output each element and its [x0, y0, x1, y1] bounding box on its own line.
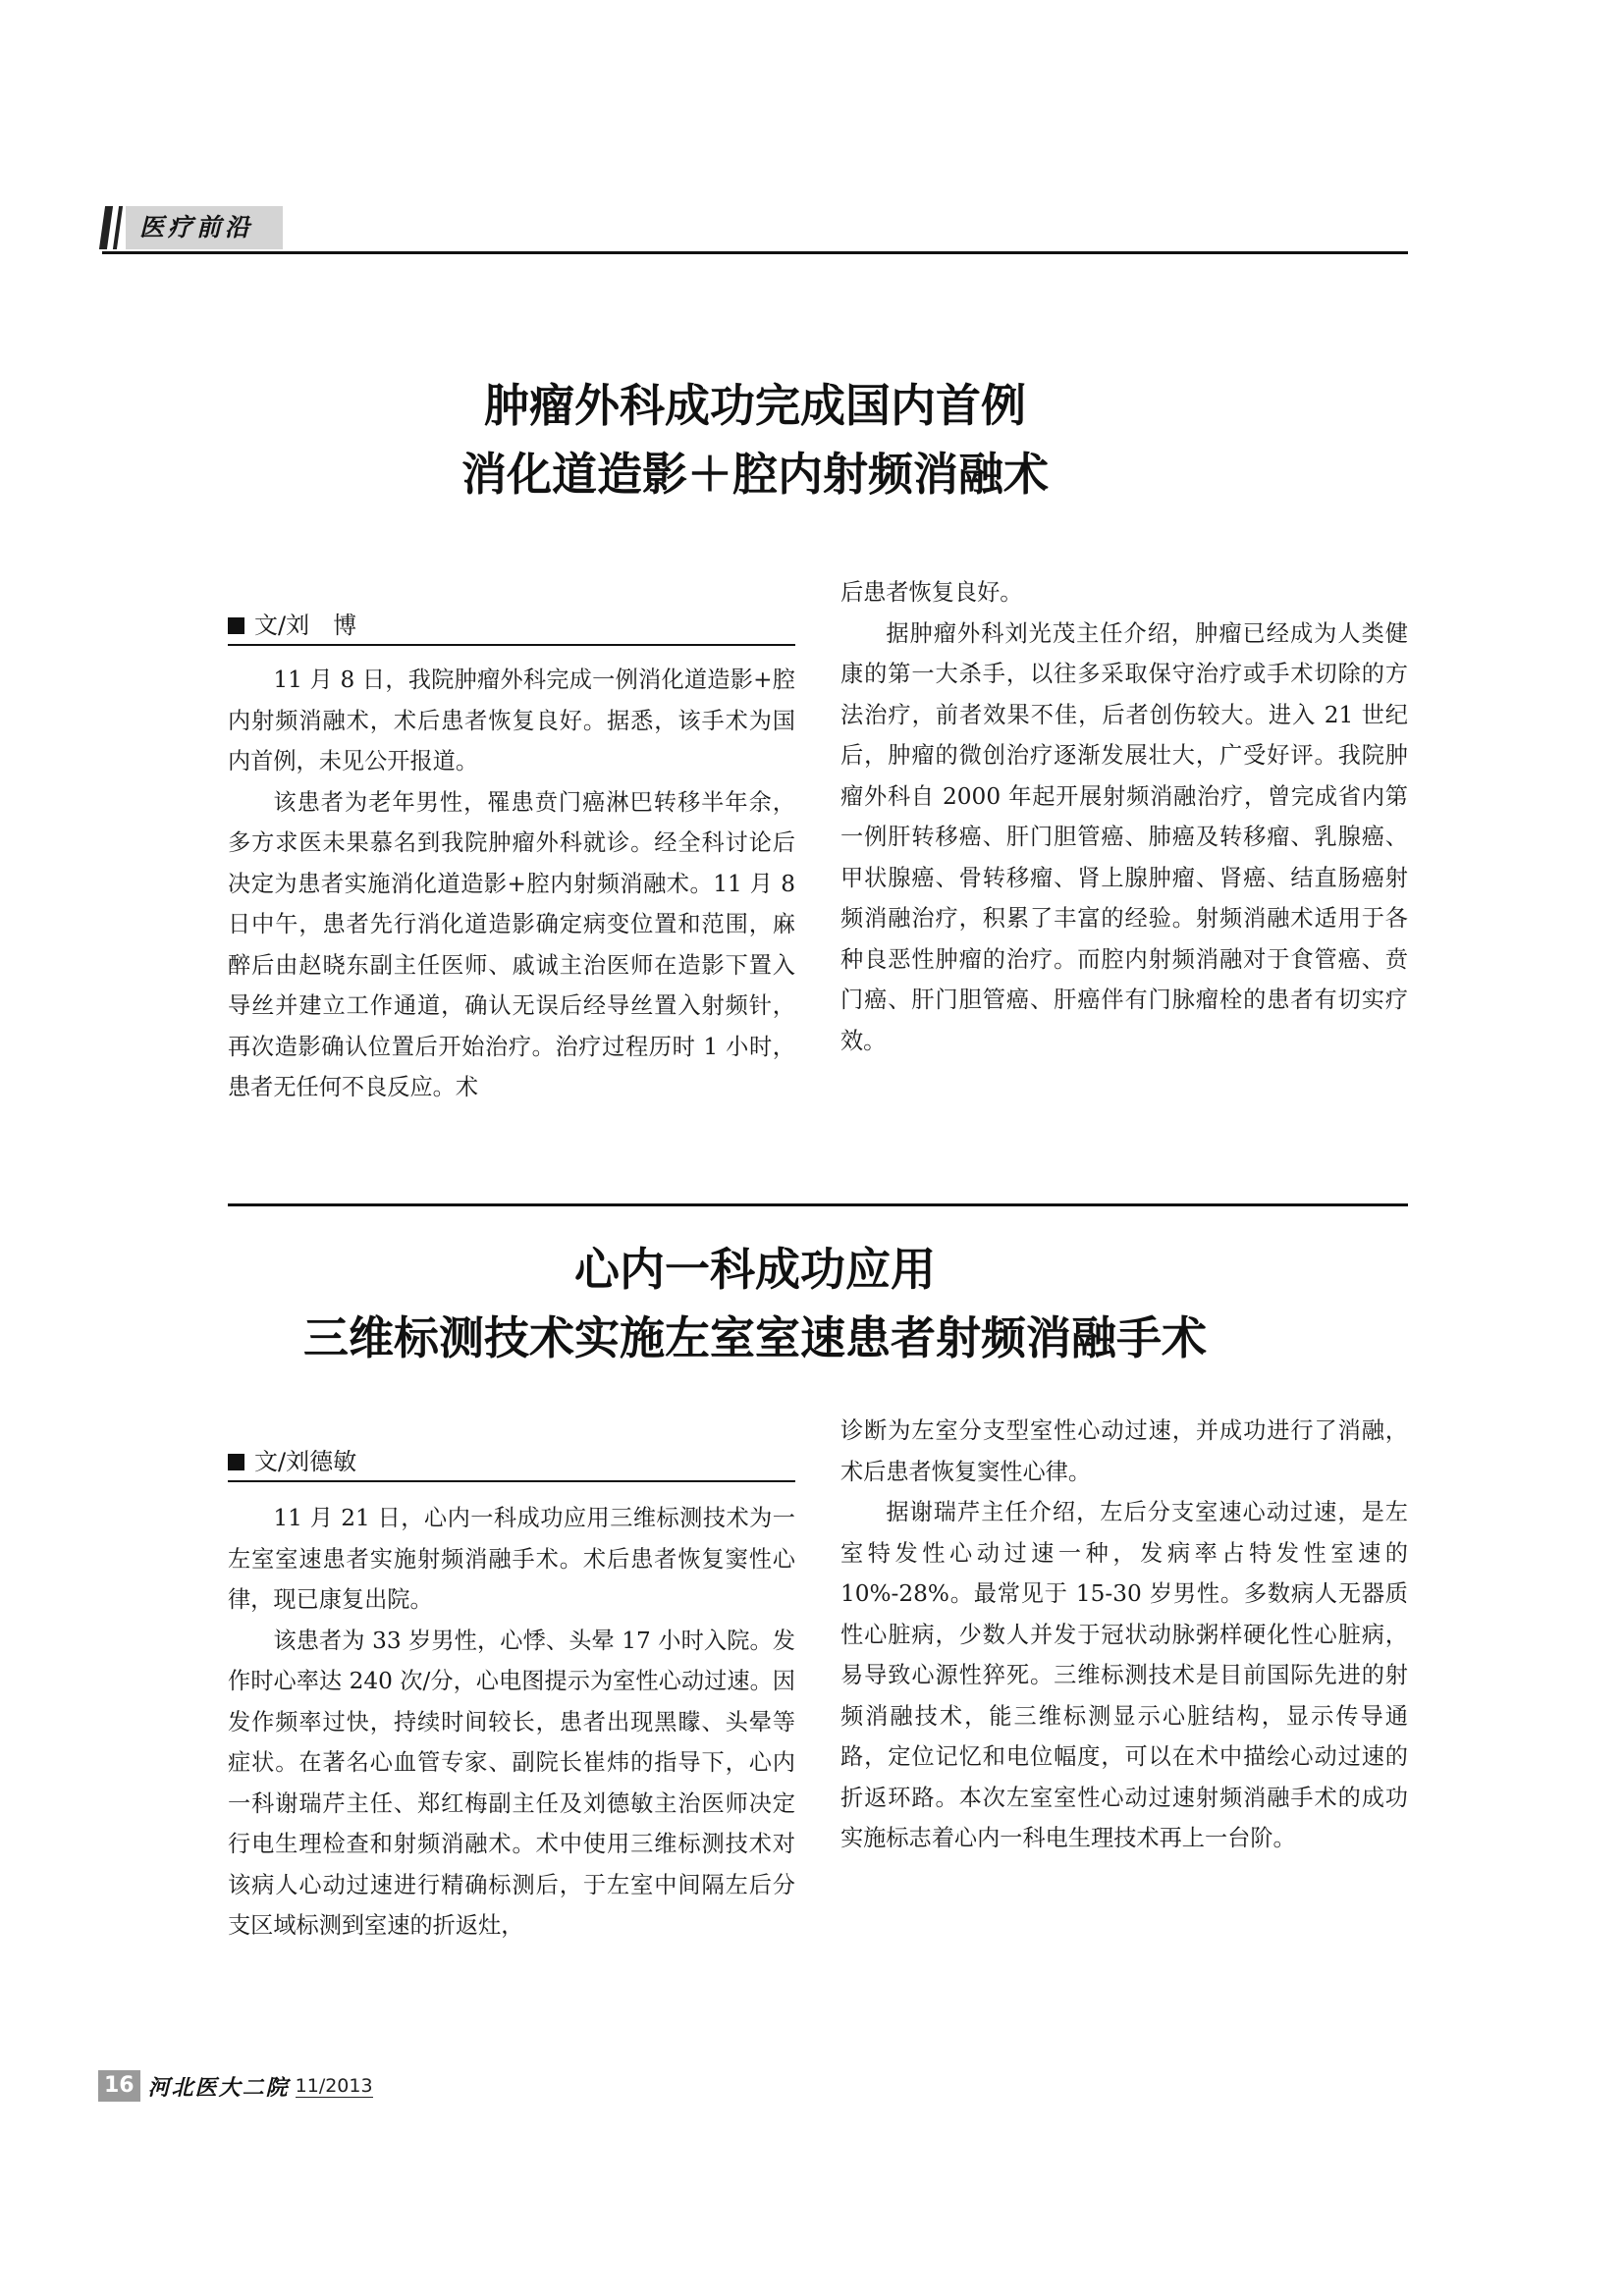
- article2-byline: [228, 1447, 795, 1482]
- tab-accent-bar: [99, 206, 113, 249]
- tab-accent-bar-thin: [113, 206, 123, 249]
- journal-name: 河北医大二院: [147, 2075, 290, 2101]
- article1-title-line2: 消化道造影＋腔内射频消融术: [461, 448, 1049, 501]
- byline-square-icon: [228, 1454, 244, 1470]
- article1-paragraph: 11 月 8 日，我院肿瘤外科完成一例消化道造影+腔内射频消融术，术后患者恢复良好。据悉，该手术为国内首例，未见公开报道。: [228, 667, 795, 774]
- article1-paragraph-continued: 后患者恢复良好。: [840, 579, 1023, 606]
- article2-title-line2: 三维标测技术实施左室室速患者射频消融手术: [303, 1311, 1207, 1364]
- page-footer: [98, 2069, 373, 2103]
- article2-column-right: [840, 1411, 1408, 1859]
- byline-square-icon: [228, 617, 244, 634]
- article2-paragraph: 据谢瑞芹主任介绍，左后分支室速心动过速，是左室特发性心动过速一种，发病率占特发性室速的 10%-28%。最常见于 15-30 岁男性。多数病人无器质性心脏病，少数人并发于冠状动脉粥样硬化性心脏病，易导致心源性猝死。三维标测技术是目前国际先进的射频消融技术，能三维标测显示心脏结构，显示传导通路，定位记忆和电位幅度，可以在术中描绘心动过速的折返环路。本次左室室性心动过速射频消融手术的成功实施标志着心内一科电生理技术再上一台阶。: [840, 1499, 1408, 1851]
- article1-paragraph: 该患者为老年男性，罹患贲门癌淋巴转移半年余，多方求医未果慕名到我院肿瘤外科就诊。经全科讨论后决定为患者实施消化道造影+腔内射频消融术。11 月 8 日中午，患者先行消化道造影确定病变位置和范围，麻醉后由赵晓东副主任医师、戚诚主治医师在造影下置入导丝并建立工作通道，确认无误后经导丝置入射频针，再次造影确认位置后开始治疗。治疗过程历时 1 小时，患者无任何不良反应。术: [228, 788, 795, 1100]
- section-label: 医疗前沿: [126, 206, 283, 249]
- article2-title: [102, 1235, 1408, 1372]
- article2-paragraph: 该患者为 33 岁男性，心悸、头晕 17 小时入院。发作时心率达 240 次/分，心电图提示为室性心动过速。因发作频率过快，持续时间较长，患者出现黑矇、头晕等症状。在著名心血管专家、副院长崔炜的指导下，心内一科谢瑞芹主任、郑红梅副主任及刘德敏主治医师决定行电生理检查和射频消融术。术中使用三维标测技术对该病人心动过速进行精确标测后，于左室中间隔左后分支区域标测到室速的折返灶，: [228, 1627, 795, 1939]
- article1-title: [102, 371, 1408, 508]
- header-rule: [102, 251, 1408, 254]
- page-number: 16: [98, 2070, 140, 2102]
- article1-title-line1: 肿瘤外科成功完成国内首例: [484, 379, 1026, 432]
- article2-paragraph: 11 月 21 日，心内一科成功应用三维标测技术为一左室室速患者实施射频消融手术。术后患者恢复窦性心律，现已康复出院。: [228, 1505, 795, 1613]
- issue-number: 11/2013: [295, 2074, 373, 2097]
- article2-column-left: [228, 1498, 795, 1947]
- article-divider: [228, 1203, 1408, 1206]
- article2-title-line1: 心内一科成功应用: [574, 1243, 936, 1296]
- article2-author: 文/刘德敏: [254, 1448, 357, 1475]
- section-tab: [102, 202, 289, 251]
- article1-column-right: [840, 572, 1408, 1061]
- article1-author: 文/刘 博: [254, 612, 357, 639]
- article1-byline: [228, 611, 795, 646]
- article1-column-left: [228, 660, 795, 1108]
- article1-paragraph: 据肿瘤外科刘光茂主任介绍，肿瘤已经成为人类健康的第一大杀手，以往多采取保守治疗或手术切除的方法治疗，前者效果不佳，后者创伤较大。进入 21 世纪后，肿瘤的微创治疗逐渐发展壮大，广受好评。我院肿瘤外科自 2000 年起开展射频消融治疗，曾完成省内第一例肝转移癌、肝门胆管癌、肺癌及转移瘤、乳腺癌、甲状腺癌、骨转移瘤、肾上腺肿瘤、肾癌、结直肠癌射频消融治疗，积累了丰富的经验。射频消融术适用于各种良恶性肿瘤的治疗。而腔内射频消融对于食管癌、贲门癌、肝门胆管癌、肝癌伴有门脉瘤栓的患者有切实疗效。: [840, 619, 1408, 1054]
- article2-paragraph-continued: 诊断为左室分支型室性心动过速，并成功进行了消融，术后患者恢复窦性心律。: [840, 1417, 1408, 1485]
